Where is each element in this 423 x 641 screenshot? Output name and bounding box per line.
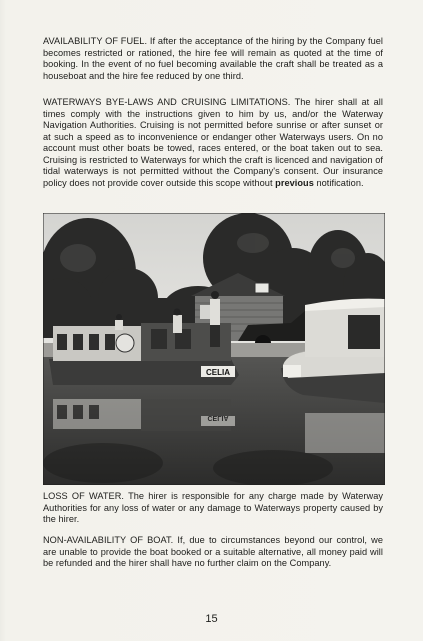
- canal-scene-illustration: [43, 213, 385, 485]
- boat-name-reflection: CELIA: [207, 414, 229, 421]
- loss-of-water-heading: LOSS OF WATER.: [43, 491, 125, 501]
- boat-name-label: CELIA: [206, 368, 230, 377]
- non-availability-paragraph: [43, 535, 383, 570]
- loss-of-water-paragraph: [43, 491, 383, 526]
- fuel-availability-heading: AVAILABILITY OF FUEL.: [43, 36, 148, 46]
- fuel-availability-paragraph: [43, 36, 383, 82]
- bylaws-emphasis: previous: [275, 177, 314, 188]
- bylaws-paragraph: [43, 97, 383, 189]
- bylaws-text-end: notification.: [313, 177, 364, 188]
- bylaws-heading: WATERWAYS BYE-LAWS AND CRUISING LIMITATIONS.: [43, 97, 291, 107]
- loss-of-water-text: The hirer is responsible for any charge made by Waterway Authorities for any loss of water or any damage to Waterways property caused by the hirer.: [43, 491, 384, 524]
- non-availability-text: If, due to circumstances beyond our control, we are unable to provide the boat booked or a suitable alternative, all money paid will be refunded and the hirer shall have no further claim on the Company.: [43, 535, 383, 568]
- page-number: 15: [205, 613, 218, 625]
- canal-boat-photo: [43, 213, 385, 485]
- non-availability-heading: NON-AVAILABILITY OF BOAT.: [43, 535, 174, 545]
- fuel-availability-text: If after the acceptance of the hiring by the Company fuel becomes restricted or rationed, the hire fee will remain as quoted at the time of booking. In the event of no fuel becoming available the craft shall be treated as a houseboat and the hire fee reduced by one third.: [43, 36, 383, 81]
- bylaws-text: The hirer shall at all times comply with the instructions given to him by us, and/or the Waterway Navigation Authorities. Cruising is not permitted before sunrise or after sunset or at such a speed as to inconvenience or endanger other Waterways users. On no account must other boats be towed, races entered, or the boat taken out to sea. Cruising is restricted to Waterways for which the craft is licenced and navigation of tidal waterways is not permitted without the Company's consent. Our insurance policy does not provide cover outside this scope without: [43, 97, 383, 188]
